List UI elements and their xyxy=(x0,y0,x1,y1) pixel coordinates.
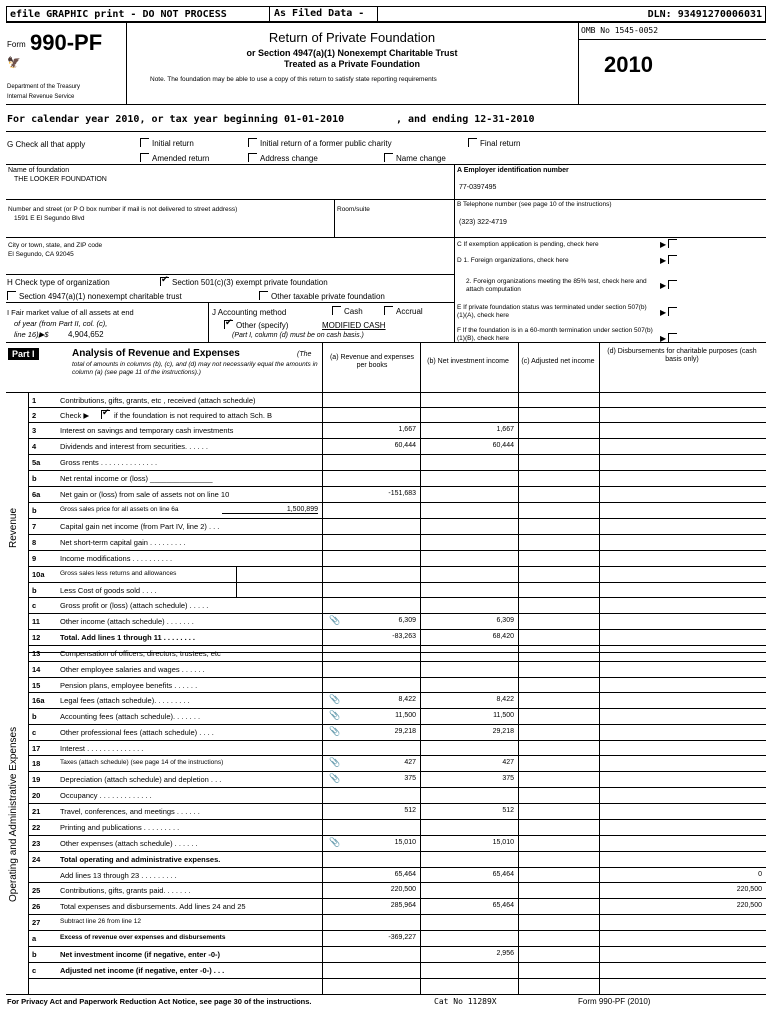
row-number: 17 xyxy=(32,744,41,753)
j-accrual-label: Accrual xyxy=(396,307,423,316)
row-value-a: -369,227 xyxy=(388,934,416,941)
row-number: 15 xyxy=(32,681,41,690)
street-value: 1591 E El Segundo Blvd xyxy=(14,215,85,222)
row-number: 11 xyxy=(32,617,40,626)
final-return-checkbox[interactable] xyxy=(468,138,520,148)
h-501c3-label: Section 501(c)(3) exempt private foundation xyxy=(172,278,328,287)
d1-check[interactable]: ▶ xyxy=(660,255,680,265)
row-value-a: 285,964 xyxy=(390,902,416,909)
bar-divider xyxy=(377,7,378,21)
row-divider xyxy=(28,407,766,408)
row-label: Excess of revenue over expenses and disbursements xyxy=(60,934,226,941)
h-4947-checkbox[interactable] xyxy=(7,291,182,301)
initial-former-checkbox[interactable] xyxy=(248,138,392,148)
row-label: Total operating and administrative expenses. xyxy=(60,855,221,864)
row-label: Net gain or (loss) from sale of assets not on line 10 xyxy=(60,490,230,499)
h-other-checkbox[interactable] xyxy=(259,291,385,301)
attachment-icon[interactable]: 📎 xyxy=(329,694,341,704)
row-divider xyxy=(28,898,766,899)
row-divider xyxy=(28,724,766,725)
d2-check[interactable]: ▶ xyxy=(660,280,680,290)
row-value-b: 29,218 xyxy=(492,728,514,735)
initial-return-checkbox[interactable] xyxy=(140,138,194,148)
amended-return-label: Amended return xyxy=(152,154,210,163)
final-return-label: Final return xyxy=(480,139,521,148)
row-divider xyxy=(28,502,766,503)
row-divider xyxy=(28,740,766,741)
row-divider xyxy=(28,787,766,788)
row-value-b: 11,500 xyxy=(493,712,514,719)
row-value-d: 220,500 xyxy=(736,902,762,909)
col-d-header: (d) Disbursements for charitable purposes (cash basis only) xyxy=(607,348,757,363)
row-value-b: 512 xyxy=(502,807,514,814)
part1-desc: total of amounts in columns (b), (c), and (d) may not necessarily equal the amounts in column (a) (see page 11 of the instructions).) xyxy=(72,361,318,376)
row-label: Other expenses (attach schedule) . . . . . . xyxy=(60,839,198,848)
row-number: c xyxy=(32,601,37,610)
row-divider xyxy=(28,867,766,868)
row-value-b: 65,464 xyxy=(492,871,514,878)
col-c-header: (c) Adjusted net income xyxy=(521,358,595,365)
h-label: H Check type of organization xyxy=(7,278,110,287)
row-label: Income modifications . . . . . . . . . . xyxy=(60,554,173,563)
d1-label: D 1. Foreign organizations, check here xyxy=(457,257,569,264)
efile-label: efile GRAPHIC print - DO NOT PROCESS xyxy=(10,9,227,20)
sch-b-checkbox[interactable] xyxy=(101,410,110,419)
row-label: Travel, conferences, and meetings . . . . . . xyxy=(60,807,200,816)
row-divider xyxy=(28,518,766,519)
row-value-a: 1,667 xyxy=(398,426,416,433)
row-value-d: 220,500 xyxy=(736,886,762,893)
row-divider xyxy=(28,438,766,439)
row-label: Pension plans, employee benefits . . . . . . xyxy=(60,681,198,690)
row-number: 16a xyxy=(32,696,45,705)
row-value-a: -83,263 xyxy=(392,633,416,640)
row-number: 20 xyxy=(32,791,41,800)
row-divider xyxy=(28,755,766,756)
row-divider xyxy=(28,629,766,630)
row-divider xyxy=(28,422,766,423)
row-label: Other employee salaries and wages . . . . . . xyxy=(60,665,205,674)
h-501c3-checkbox[interactable] xyxy=(160,277,328,287)
footer-form: Form 990-PF (2010) xyxy=(578,997,651,1006)
row-label: Legal fees (attach schedule). . . . . . . . . xyxy=(60,696,190,705)
row-number: 26 xyxy=(32,902,41,911)
row-value-a: 65,464 xyxy=(394,871,416,878)
j-other-value: MODIFIED CASH xyxy=(322,321,386,330)
footer-cat: Cat No 11289X xyxy=(434,997,497,1006)
row-number: c xyxy=(32,728,37,737)
j-cash-label: Cash xyxy=(344,307,363,316)
row-label: Other professional fees (attach schedule) . . . . xyxy=(60,728,214,737)
row-label: Capital gain net income (from Part IV, line 2) . . . xyxy=(60,522,220,531)
eagle-icon: 🦅 xyxy=(7,57,21,69)
form-number: 990-PF xyxy=(30,30,103,55)
row-value-b: 60,444 xyxy=(492,442,514,449)
row-divider xyxy=(28,613,766,614)
part1-title-note: (The xyxy=(297,351,312,358)
attachment-icon[interactable]: 📎 xyxy=(329,773,341,783)
row-label: Add lines 13 through 23 . . . . . . . . . xyxy=(60,871,177,880)
form-note: Note. The foundation may be able to use a copy of this return to satisfy state reporting requirements xyxy=(150,76,437,83)
row-number: 2 xyxy=(32,411,37,420)
row-label: Contributions, gifts, grants, etc , received (attach schedule) xyxy=(60,396,256,405)
calendar-year-line: For calendar year 2010, or tax year beginning 01-01-2010 xyxy=(7,114,345,125)
row-number: c xyxy=(32,966,37,975)
row-divider xyxy=(28,692,766,693)
row-number: 13 xyxy=(32,649,41,658)
row-divider xyxy=(28,597,766,598)
omb-number: OMB No 1545-0052 xyxy=(581,26,659,35)
footer-privacy: For Privacy Act and Paperwork Reduction Act Notice, see page 30 of the instructions. xyxy=(7,997,312,1006)
j-other-label: Other (specify) xyxy=(236,321,289,330)
amended-return-checkbox[interactable] xyxy=(140,153,209,163)
row-divider xyxy=(28,470,766,471)
tax-year: 2010 xyxy=(604,52,653,77)
e-check[interactable]: ▶ xyxy=(660,307,680,317)
row-value-b: 15,010 xyxy=(492,839,514,846)
row-label: Taxes (attach schedule) (see page 14 of the instructions) xyxy=(60,759,224,766)
row-divider xyxy=(28,582,766,583)
phone-label: B Telephone number (see page 10 of the instructions) xyxy=(457,201,612,208)
row-label: Total. Add lines 1 through 11 . . . . . . . . xyxy=(60,633,196,642)
row-label: Adjusted net income (if negative, enter -0-) . . . xyxy=(60,966,225,975)
address-change-checkbox[interactable] xyxy=(248,153,318,163)
row-divider xyxy=(28,486,766,487)
row-value-a: 512 xyxy=(404,807,416,814)
row-number: 8 xyxy=(32,538,37,547)
row-label: Contributions, gifts, grants paid. . . . . . . xyxy=(60,886,191,895)
j-label: J Accounting method xyxy=(212,308,287,317)
row-number: 3 xyxy=(32,426,37,435)
e-label: E If private foundation status was terminated under section 507(b)(1)(A), check here xyxy=(457,304,647,319)
row-divider xyxy=(28,454,766,455)
row-value-a: 427 xyxy=(404,759,416,766)
row-label: Less Cost of goods sold . . . . xyxy=(60,586,157,595)
row-label: Gross rents . . . . . . . . . . . . . . xyxy=(60,458,158,467)
i-line-1: I Fair market value of all assets at end xyxy=(7,308,134,317)
row-label: Accounting fees (attach schedule). . . . . . . xyxy=(60,712,201,721)
row-number: 10a xyxy=(32,570,45,579)
row-number: b xyxy=(32,474,37,483)
row-value-a: 220,500 xyxy=(390,886,416,893)
c-exemption-label: C If exemption application is pending, check here xyxy=(457,241,599,248)
row-label: Interest on savings and temporary cash investments xyxy=(60,426,234,435)
row-label: Occupancy . . . . . . . . . . . . . xyxy=(60,791,152,800)
row-number: 14 xyxy=(32,665,41,674)
row-number: 22 xyxy=(32,823,41,832)
attachment-icon[interactable]: 📎 xyxy=(329,710,341,720)
row-divider xyxy=(28,882,766,883)
form-subtitle-2: Treated as a Private Foundation xyxy=(283,59,421,69)
row-label: Printing and publications . . . . . . . . . xyxy=(60,823,180,832)
row-number: 5a xyxy=(32,458,41,467)
h-4947-label: Section 4947(a)(1) nonexempt charitable trust xyxy=(19,292,182,301)
room-label: Room/suite xyxy=(337,206,370,213)
row-label: Interest . . . . . . . . . . . . . . xyxy=(60,744,144,753)
row-number: 23 xyxy=(32,839,41,848)
ein-value: 77-0397495 xyxy=(459,184,497,191)
row-value-b: 427 xyxy=(502,759,514,766)
row-number: 19 xyxy=(32,775,41,784)
row-divider xyxy=(28,661,766,662)
row-value-a: 6,309 xyxy=(398,617,416,624)
row-divider xyxy=(28,534,766,535)
row-value-a: -151,683 xyxy=(388,490,416,497)
irs-label: Internal Revenue Service xyxy=(7,94,75,100)
h-other-label: Other taxable private foundation xyxy=(271,292,385,301)
row-divider xyxy=(28,771,766,772)
row-value-b: 375 xyxy=(502,775,514,782)
row-number: 9 xyxy=(32,554,37,563)
j-accrual-checkbox[interactable] xyxy=(384,306,423,316)
row2-check-prefix: Check ▶ xyxy=(60,411,90,420)
attachment-icon[interactable]: 📎 xyxy=(329,757,341,767)
j-cash-checkbox[interactable] xyxy=(332,306,363,316)
d2-label: 2. Foreign organizations meeting the 85% test, check here and attach computation xyxy=(466,278,647,293)
c-check[interactable]: ▶ xyxy=(660,239,680,249)
row-value-b: 68,420 xyxy=(492,633,514,640)
row-number: 7 xyxy=(32,522,37,531)
f-label: F If the foundation is in a 60-month termination under section 507(b)(1)(B), check here xyxy=(457,327,653,342)
row-value-b: 2,956 xyxy=(496,950,514,957)
row-label: Net investment income (if negative, enter -0-) xyxy=(60,950,221,959)
row-label: Dividends and interest from securities. . . . . . xyxy=(60,442,208,451)
phone-value: (323) 322-4719 xyxy=(459,219,507,226)
row-value-b: 6,309 xyxy=(496,617,514,624)
address-change-label: Address change xyxy=(260,154,318,163)
i-line-2: of year (from Part II, col. (c), xyxy=(14,319,108,328)
row-label: Gross profit or (loss) (attach schedule) . . . . . xyxy=(60,601,209,610)
i-line-3: line 16)▶$ xyxy=(14,330,49,339)
row-label: Total expenses and disbursements. Add lines 24 and 25 xyxy=(60,902,246,911)
attachment-icon[interactable]: 📎 xyxy=(329,726,341,736)
row-value-a: 375 xyxy=(404,775,416,782)
as-filed-label: As Filed Data - xyxy=(269,7,364,21)
row-label: Subtract line 26 from line 12 xyxy=(60,918,141,925)
f-check[interactable]: ▶ xyxy=(660,333,680,343)
row-value-b: 65,464 xyxy=(492,902,514,909)
row-number: b xyxy=(32,712,37,721)
name-label: Name of foundation xyxy=(8,167,70,174)
row-number: b xyxy=(32,586,37,595)
row-divider xyxy=(28,677,766,678)
row-divider xyxy=(28,819,766,820)
row-number: b xyxy=(32,506,37,515)
form-word: Form xyxy=(7,40,26,49)
row-label: Net short-term capital gain . . . . . . . . . xyxy=(60,538,186,547)
ein-label: A Employer identification number xyxy=(457,167,569,174)
row-number: 4 xyxy=(32,442,37,451)
j-other-checkbox[interactable] xyxy=(224,320,288,330)
calendar-year-end: , and ending 12-31-2010 xyxy=(396,114,535,125)
initial-former-label: Initial return of a former public charity xyxy=(260,139,392,148)
city-value: El Segundo, CA 92045 xyxy=(8,251,74,258)
row-divider xyxy=(28,946,766,947)
form-title: Return of Private Foundation xyxy=(268,30,436,45)
part1-title: Analysis of Revenue and Expenses xyxy=(72,348,240,359)
row-divider xyxy=(28,708,766,709)
attachment-icon[interactable]: 📎 xyxy=(329,837,341,847)
row-divider xyxy=(28,914,766,915)
foundation-name: THE LOOKER FOUNDATION xyxy=(14,176,107,183)
row-divider xyxy=(28,566,766,567)
row-label: Net rental income or (loss) _______________ xyxy=(60,474,213,483)
row-value-a: 11,500 xyxy=(395,712,416,719)
row-divider xyxy=(28,803,766,804)
row-number: 12 xyxy=(32,633,41,642)
row-number: b xyxy=(32,950,37,959)
revenue-label: Revenue xyxy=(8,507,19,548)
row-label: if the foundation is not required to attach Sch. B xyxy=(114,411,273,420)
row-divider xyxy=(28,550,766,551)
city-label: City or town, state, and ZIP code xyxy=(8,242,103,249)
name-change-checkbox[interactable] xyxy=(384,153,446,163)
row-divider xyxy=(28,835,766,836)
i-fmv-value: 4,904,652 xyxy=(68,330,104,339)
dln: DLN: 93491270006031 xyxy=(647,9,762,20)
row-divider xyxy=(28,978,766,979)
dept-label: Department of the Treasury xyxy=(7,84,81,90)
row-divider xyxy=(28,645,766,646)
row-value-a: 60,444 xyxy=(394,442,416,449)
inline-amount-box[interactable] xyxy=(236,566,322,582)
col-b-header: (b) Net investment income xyxy=(427,358,509,365)
row-value-a: 15,010 xyxy=(394,839,416,846)
attachment-icon[interactable]: 📎 xyxy=(329,615,341,625)
expenses-label: Operating and Administrative Expenses xyxy=(8,726,19,902)
row-number: 18 xyxy=(32,759,41,768)
row-label: Compensation of officers, directors, trustees, etc xyxy=(60,649,221,658)
row-number: 25 xyxy=(32,886,41,895)
row-number: a xyxy=(32,934,37,943)
row-label: Gross sales price for all assets on line 6a xyxy=(60,506,179,513)
row-number: 6a xyxy=(32,490,41,499)
form-subtitle-1: or Section 4947(a)(1) Nonexempt Charitable Trust xyxy=(246,48,458,58)
row-value-d: 0 xyxy=(758,871,762,878)
row-value-b: 8,422 xyxy=(496,696,514,703)
j-note: (Part I, column (d) must be on cash basis.) xyxy=(232,332,364,339)
name-change-label: Name change xyxy=(396,154,446,163)
row-value-a: 8,422 xyxy=(398,696,416,703)
row-value-b: 1,667 xyxy=(496,426,514,433)
street-label: Number and street (or P O box number if mail is not delivered to street address) xyxy=(8,206,238,213)
row-number: 1 xyxy=(32,396,37,405)
row-value-a: 29,218 xyxy=(394,728,416,735)
row-divider xyxy=(28,851,766,852)
inline-amount-box[interactable] xyxy=(236,582,322,597)
row-divider xyxy=(28,930,766,931)
row-number: 24 xyxy=(32,855,41,864)
row-label: Depreciation (attach schedule) and depletion . . . xyxy=(60,775,222,784)
row-number: 27 xyxy=(32,918,41,927)
row-number: 21 xyxy=(32,807,41,816)
efile-header-bar xyxy=(6,6,766,22)
row-divider xyxy=(28,962,766,963)
g-check-label: G Check all that apply xyxy=(7,140,86,149)
row-label: Gross sales less returns and allowances xyxy=(60,570,177,577)
row-label: Other income (attach schedule) . . . . . . . xyxy=(60,617,194,626)
part1-tag: Part I xyxy=(8,348,39,360)
col-a-header: (a) Revenue and expenses per books xyxy=(329,354,415,369)
row6b-gross-sales-value: 1,500,899 xyxy=(222,506,318,514)
initial-return-label: Initial return xyxy=(152,139,194,148)
